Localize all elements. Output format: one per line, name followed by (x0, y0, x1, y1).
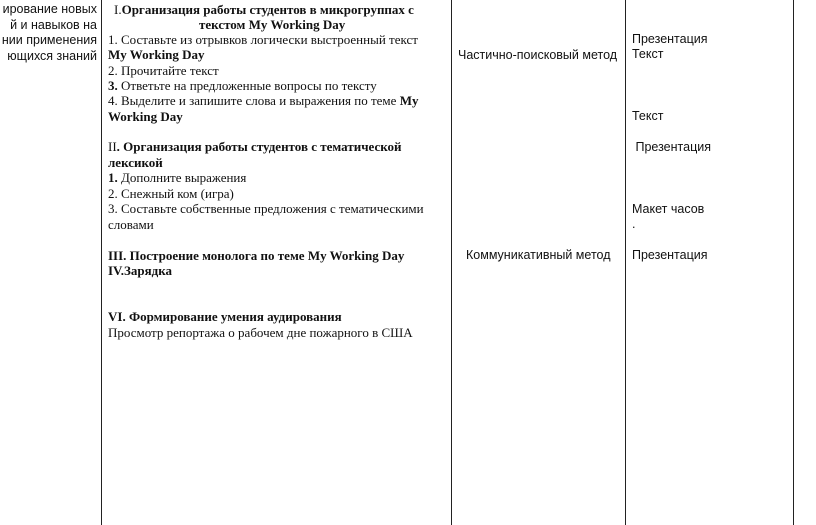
block1-item4-line1 (108, 93, 418, 109)
block1-item2: 2. Прочитайте текст (108, 63, 219, 78)
block2-item1 (108, 170, 246, 186)
block3-number: IV (108, 263, 121, 278)
objective-line: й и навыков на (10, 17, 97, 32)
block2-title: . Организация работы студентов с тематической (116, 139, 402, 154)
block4-title (108, 309, 342, 325)
block2-item1-number: 1. (108, 170, 118, 185)
block1-title-line2: текстом My Working Day (199, 17, 346, 32)
resource-presentation: Презентация (632, 140, 711, 154)
resource-clock-model: Макет часов (632, 202, 705, 216)
block2-title-line1 (108, 139, 402, 155)
block2-item3-line1: 3. Составьте собственные предложения с тематическими (108, 201, 424, 216)
block2-item3-line2: словами (108, 217, 154, 232)
method-2: Коммуникативный метод (466, 248, 611, 262)
resource-dot: . (632, 217, 636, 231)
resource-presentation: Презентация (632, 248, 708, 262)
column-border-1 (101, 0, 102, 525)
resource-text: Текст (632, 109, 664, 123)
block1-title: Организация работы студентов в микрогруппах с (121, 2, 414, 17)
block1-item4-line2: Working Day (108, 109, 183, 124)
block2-number: II (108, 139, 117, 154)
block1-title-line1 (114, 2, 414, 18)
block4-number: VI (108, 309, 123, 324)
block4-title-text: . Формирование умения аудирования (122, 309, 342, 324)
block2-item1-text: Дополните выражения (117, 170, 247, 185)
column-border-4 (793, 0, 794, 525)
block3-text: .Зарядка (120, 263, 173, 278)
block3-line1: III. Построение монолога по теме My Working Day (108, 248, 405, 263)
block2-item2: 2. Снежный ком (игра) (108, 186, 234, 201)
block4-text: Просмотр репортажа о рабочем дне пожарного в США (108, 325, 413, 340)
block3-line2 (108, 263, 172, 279)
objective-line: нии применения (1, 33, 97, 47)
method-1: Частично-поисковый метод (458, 48, 618, 62)
column-border-3 (625, 0, 626, 525)
block1-item3-number: 3. (108, 78, 118, 93)
block1-item4-bold: My (399, 93, 419, 108)
resource-presentation: Презентация (632, 32, 708, 46)
block1-item1-line1: 1. Составьте из отрывков логически выстроенный текст (108, 32, 418, 47)
block1-item1-line2: My Working Day (108, 47, 205, 62)
block1-item3-text: Ответьте на предложенные вопросы по тексту (117, 78, 377, 93)
block1-item4-text: 4. Выделите и запишите слова и выражения по теме (108, 93, 400, 108)
column-border-2 (451, 0, 452, 525)
block1-number: I. (114, 2, 122, 17)
objective-line: ющихся знаний (7, 48, 97, 63)
block1-item3 (108, 78, 377, 94)
resource-text: Текст (632, 47, 664, 61)
objective-cell (2, 2, 97, 64)
objective-line: ирование новых (2, 2, 97, 16)
block2-title-line2: лексикой (108, 155, 163, 170)
